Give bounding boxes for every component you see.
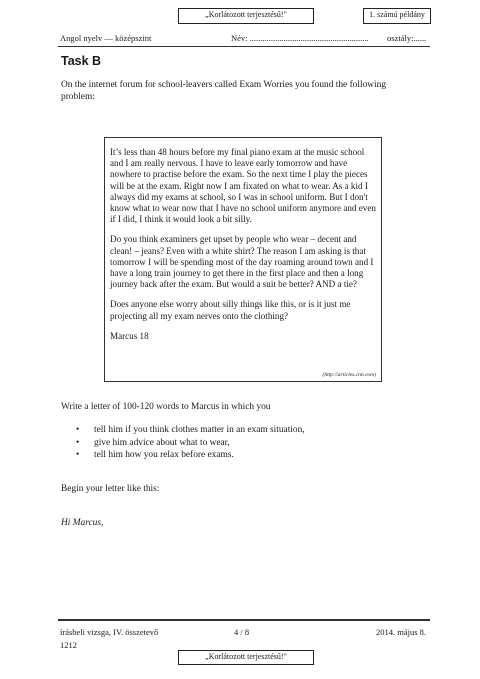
forum-post-text xyxy=(110,147,376,351)
requirements-list xyxy=(72,424,372,462)
class-field: osztály:...... xyxy=(387,33,427,43)
list-item: • tell him how you relax before exams. xyxy=(76,450,234,460)
footer-divider xyxy=(58,619,430,621)
letter-greeting: Hi Marcus, xyxy=(61,518,104,528)
task-instruction: Write a letter of 100-120 words to Marcus in which you xyxy=(61,402,271,412)
restricted-distribution-footer-box: „Korlátozott terjesztésű!" xyxy=(178,650,314,665)
list-item: • tell him if you think clothes matter in an exam situation, xyxy=(76,425,305,435)
exam-part-label: írásbeli vizsga, IV. összetevő xyxy=(60,627,159,637)
bullet-icon: • xyxy=(76,450,80,460)
post-paragraph-2: Do you think examiners get upset by people who wear – decent and clean! – jeans? Even with a white shirt? The reason I am asking is that tomorrow I will be spending most of the day roaming around town and I have a long train journey to get there in the first place and then a long journey back after the exam. But would a suit be better? AND a tie? xyxy=(110,234,374,290)
subject-label: Angol nyelv — középszint xyxy=(60,33,152,43)
exam-code: 1212 xyxy=(60,640,77,650)
post-paragraph-3: Does anyone else worry about silly things like this, or is it just me projecting all my exam nerves onto the clothing? xyxy=(110,299,351,321)
post-paragraph-1: It’s less than 48 hours before my final piano exam at the music school and I am really nervous. I have to leave early tomorrow and have nowhere to practise before the exam. So the next time I play the pieces will be at the exam. Right now I am fixated on what to wear. As a kid I always did my exams at school, so I was in school uniform. But I don't know what to wear now that I have no school uniform anymore and even if I did, I think it would look a bit silly. xyxy=(110,147,376,225)
exam-date: 2014. május 8. xyxy=(376,627,427,637)
task-title: Task B xyxy=(61,54,102,68)
forum-post-box xyxy=(104,137,382,382)
bullet-icon: • xyxy=(76,437,80,448)
source-citation: (http://articles.cnn.com) xyxy=(322,372,376,378)
restricted-distribution-box: „Korlátozott terjesztésű!" xyxy=(178,8,314,24)
name-field: Név: ........................................................ xyxy=(231,33,369,43)
bullet-icon: • xyxy=(76,425,80,435)
header-divider xyxy=(58,46,430,47)
post-signature: Marcus 18 xyxy=(110,330,149,341)
page-number: 4 / 8 xyxy=(234,627,250,637)
begin-instruction: Begin your letter like this: xyxy=(61,484,160,494)
copy-number-box: 1. számú példány xyxy=(363,8,431,24)
list-item: • give him advice about what to wear, xyxy=(76,437,230,448)
task-intro: On the internet forum for school-leavers called Exam Worries you found the following problem: xyxy=(61,80,387,102)
